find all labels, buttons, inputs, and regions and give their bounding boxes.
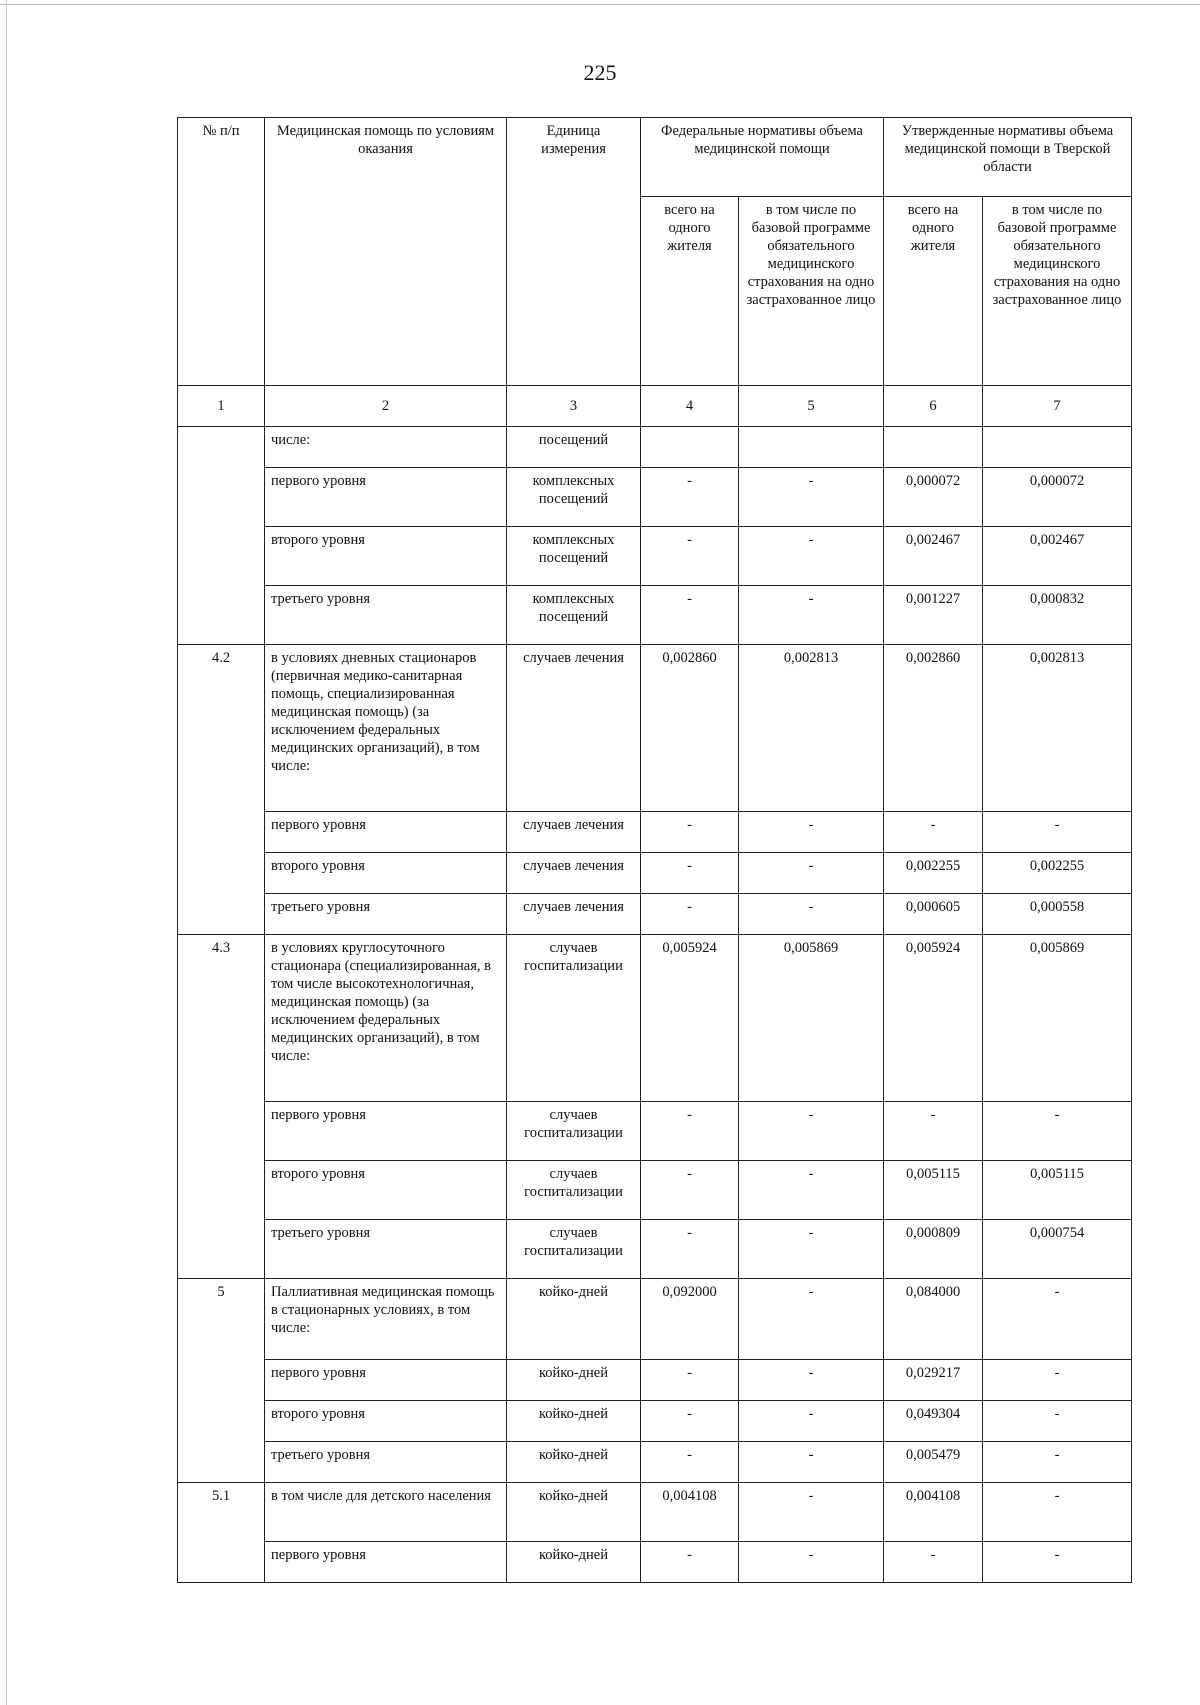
tver-total-cell: 0,002860 xyxy=(884,645,983,812)
scan-left-border xyxy=(6,0,7,1705)
table-row xyxy=(178,645,1132,812)
table-row xyxy=(178,1442,1132,1483)
unit-cell: случаев госпитализации xyxy=(507,1102,641,1161)
row-number xyxy=(178,427,265,645)
care-type-cell: числе: xyxy=(265,427,507,468)
column-number: 7 xyxy=(983,386,1132,427)
table-row xyxy=(178,1220,1132,1279)
unit-cell: случаев лечения xyxy=(507,645,641,812)
unit-cell: койко-дней xyxy=(507,1279,641,1360)
tver-oms-cell: 0,000832 xyxy=(983,586,1132,645)
column-number-row xyxy=(178,386,1132,427)
unit-cell: койко-дней xyxy=(507,1360,641,1401)
tver-total-cell: 0,001227 xyxy=(884,586,983,645)
fed-oms-cell: - xyxy=(739,1542,884,1583)
fed-oms-cell: 0,005869 xyxy=(739,935,884,1102)
tver-total-cell: 0,000809 xyxy=(884,1220,983,1279)
fed-total-cell: - xyxy=(641,1161,739,1220)
care-type-cell: второго уровня xyxy=(265,527,507,586)
header-care-type: Медицинская помощь по условиям оказания xyxy=(265,118,507,386)
fed-oms-cell xyxy=(739,427,884,468)
fed-oms-cell: - xyxy=(739,468,884,527)
fed-oms-cell: - xyxy=(739,1102,884,1161)
row-number: 4.3 xyxy=(178,935,265,1279)
tver-oms-cell: - xyxy=(983,1279,1132,1360)
tver-total-cell: 0,084000 xyxy=(884,1279,983,1360)
row-number: 5 xyxy=(178,1279,265,1483)
fed-total-cell: - xyxy=(641,1401,739,1442)
table-row xyxy=(178,1483,1132,1542)
tver-total-cell: 0,002467 xyxy=(884,527,983,586)
care-type-cell: третьего уровня xyxy=(265,894,507,935)
tver-oms-cell: - xyxy=(983,1401,1132,1442)
care-type-cell: третьего уровня xyxy=(265,1220,507,1279)
care-type-cell: Паллиативная медицинская помощь в стационарных условиях, в том числе: xyxy=(265,1279,507,1360)
scan-top-border xyxy=(0,4,1200,5)
fed-total-cell: - xyxy=(641,586,739,645)
tver-oms-cell: 0,002813 xyxy=(983,645,1132,812)
care-type-cell: первого уровня xyxy=(265,1102,507,1161)
header-federal: Федеральные нормативы объема медицинской помощи xyxy=(641,118,884,197)
table-row xyxy=(178,586,1132,645)
fed-total-cell: - xyxy=(641,1442,739,1483)
fed-total-cell: - xyxy=(641,1542,739,1583)
fed-oms-cell: - xyxy=(739,1220,884,1279)
tver-total-cell: - xyxy=(884,1102,983,1161)
unit-cell: комплексных посещений xyxy=(507,527,641,586)
tver-oms-cell: 0,005115 xyxy=(983,1161,1132,1220)
care-type-cell: в условиях дневных стационаров (первичная медико-санитарная помощь, специализированная медицинская помощь) (за исключением федеральных медицинских организаций), в том числе: xyxy=(265,645,507,812)
table-row xyxy=(178,1401,1132,1442)
care-type-cell: третьего уровня xyxy=(265,1442,507,1483)
fed-oms-cell: - xyxy=(739,812,884,853)
column-number: 4 xyxy=(641,386,739,427)
fed-oms-cell: - xyxy=(739,1161,884,1220)
unit-cell: посещений xyxy=(507,427,641,468)
column-number: 6 xyxy=(884,386,983,427)
tver-total-cell: 0,005115 xyxy=(884,1161,983,1220)
unit-cell: случаев госпитализации xyxy=(507,935,641,1102)
table-row xyxy=(178,1542,1132,1583)
tver-oms-cell: 0,002255 xyxy=(983,853,1132,894)
care-type-cell: первого уровня xyxy=(265,1542,507,1583)
column-number: 5 xyxy=(739,386,884,427)
norms-table xyxy=(177,117,1132,1583)
unit-cell: койко-дней xyxy=(507,1401,641,1442)
fed-oms-cell: - xyxy=(739,1442,884,1483)
table-row xyxy=(178,1360,1132,1401)
fed-oms-cell: - xyxy=(739,853,884,894)
fed-total-cell: - xyxy=(641,894,739,935)
tver-oms-cell: - xyxy=(983,1483,1132,1542)
tver-oms-cell: - xyxy=(983,812,1132,853)
fed-oms-cell: 0,002813 xyxy=(739,645,884,812)
unit-cell: койко-дней xyxy=(507,1442,641,1483)
column-number: 2 xyxy=(265,386,507,427)
fed-total-cell: - xyxy=(641,1360,739,1401)
tver-total-cell: 0,002255 xyxy=(884,853,983,894)
table-row xyxy=(178,853,1132,894)
fed-total-cell: 0,002860 xyxy=(641,645,739,812)
header-approved: Утвержденные нормативы объема медицинской помощи в Тверской области xyxy=(884,118,1132,197)
tver-oms-cell xyxy=(983,427,1132,468)
tver-oms-cell: 0,002467 xyxy=(983,527,1132,586)
care-type-cell: первого уровня xyxy=(265,1360,507,1401)
unit-cell: случаев госпитализации xyxy=(507,1161,641,1220)
fed-total-cell: 0,004108 xyxy=(641,1483,739,1542)
fed-oms-cell: - xyxy=(739,527,884,586)
fed-oms-cell: - xyxy=(739,1360,884,1401)
tver-oms-cell: 0,000072 xyxy=(983,468,1132,527)
header-unit: Единица измерения xyxy=(507,118,641,386)
page-number: 225 xyxy=(583,60,617,85)
fed-total-cell xyxy=(641,427,739,468)
row-number: 4.2 xyxy=(178,645,265,935)
care-type-cell: первого уровня xyxy=(265,468,507,527)
header-fed-oms: в том числе по базовой программе обязательного медицинского страхования на одно застрахованное лицо xyxy=(739,197,884,386)
header-tver-oms: в том числе по базовой программе обязательного медицинского страхования на одно застрахованное лицо xyxy=(983,197,1132,386)
unit-cell: случаев госпитализации xyxy=(507,1220,641,1279)
fed-total-cell: - xyxy=(641,468,739,527)
unit-cell: случаев лечения xyxy=(507,894,641,935)
tver-total-cell: - xyxy=(884,812,983,853)
unit-cell: койко-дней xyxy=(507,1483,641,1542)
tver-total-cell: 0,049304 xyxy=(884,1401,983,1442)
tver-total-cell: 0,005924 xyxy=(884,935,983,1102)
care-type-cell: второго уровня xyxy=(265,1401,507,1442)
fed-oms-cell: - xyxy=(739,894,884,935)
column-number: 1 xyxy=(178,386,265,427)
unit-cell: комплексных посещений xyxy=(507,468,641,527)
tver-total-cell: 0,029217 xyxy=(884,1360,983,1401)
fed-total-cell: - xyxy=(641,1220,739,1279)
fed-total-cell: 0,092000 xyxy=(641,1279,739,1360)
table-row xyxy=(178,427,1132,468)
row-number: 5.1 xyxy=(178,1483,265,1583)
header-fed-per-resident: всего на одного жителя xyxy=(641,197,739,386)
tver-oms-cell: - xyxy=(983,1360,1132,1401)
table-row xyxy=(178,812,1132,853)
tver-total-cell: 0,004108 xyxy=(884,1483,983,1542)
unit-cell: случаев лечения xyxy=(507,853,641,894)
tver-oms-cell: - xyxy=(983,1102,1132,1161)
table-row xyxy=(178,1102,1132,1161)
table-body xyxy=(178,427,1132,1583)
care-type-cell: первого уровня xyxy=(265,812,507,853)
care-type-cell: третьего уровня xyxy=(265,586,507,645)
fed-total-cell: 0,005924 xyxy=(641,935,739,1102)
fed-oms-cell: - xyxy=(739,1483,884,1542)
care-type-cell: второго уровня xyxy=(265,853,507,894)
care-type-cell: в том числе для детского населения xyxy=(265,1483,507,1542)
tver-oms-cell: 0,000558 xyxy=(983,894,1132,935)
fed-total-cell: - xyxy=(641,527,739,586)
tver-total-cell: 0,000605 xyxy=(884,894,983,935)
tver-oms-cell: - xyxy=(983,1542,1132,1583)
tver-total-cell xyxy=(884,427,983,468)
fed-total-cell: - xyxy=(641,853,739,894)
tver-oms-cell: - xyxy=(983,1442,1132,1483)
fed-total-cell: - xyxy=(641,1102,739,1161)
tver-oms-cell: 0,005869 xyxy=(983,935,1132,1102)
header-tver-per-resident: всего на одного жителя xyxy=(884,197,983,386)
table-row xyxy=(178,894,1132,935)
table-row xyxy=(178,1279,1132,1360)
tver-total-cell: - xyxy=(884,1542,983,1583)
unit-cell: случаев лечения xyxy=(507,812,641,853)
tver-total-cell: 0,005479 xyxy=(884,1442,983,1483)
fed-oms-cell: - xyxy=(739,586,884,645)
table-row xyxy=(178,1161,1132,1220)
column-number: 3 xyxy=(507,386,641,427)
table-header xyxy=(178,118,1132,427)
table-row xyxy=(178,935,1132,1102)
tver-total-cell: 0,000072 xyxy=(884,468,983,527)
fed-total-cell: - xyxy=(641,812,739,853)
header-num: № п/п xyxy=(178,118,265,386)
care-type-cell: второго уровня xyxy=(265,1161,507,1220)
fed-oms-cell: - xyxy=(739,1279,884,1360)
care-type-cell: в условиях круглосуточного стационара (специализированная, в том числе высокотехнологичная, медицинская помощь) (за исключением федеральных медицинских организаций), в том числе: xyxy=(265,935,507,1102)
unit-cell: койко-дней xyxy=(507,1542,641,1583)
tver-oms-cell: 0,000754 xyxy=(983,1220,1132,1279)
fed-oms-cell: - xyxy=(739,1401,884,1442)
table-row xyxy=(178,527,1132,586)
table-row xyxy=(178,468,1132,527)
unit-cell: комплексных посещений xyxy=(507,586,641,645)
